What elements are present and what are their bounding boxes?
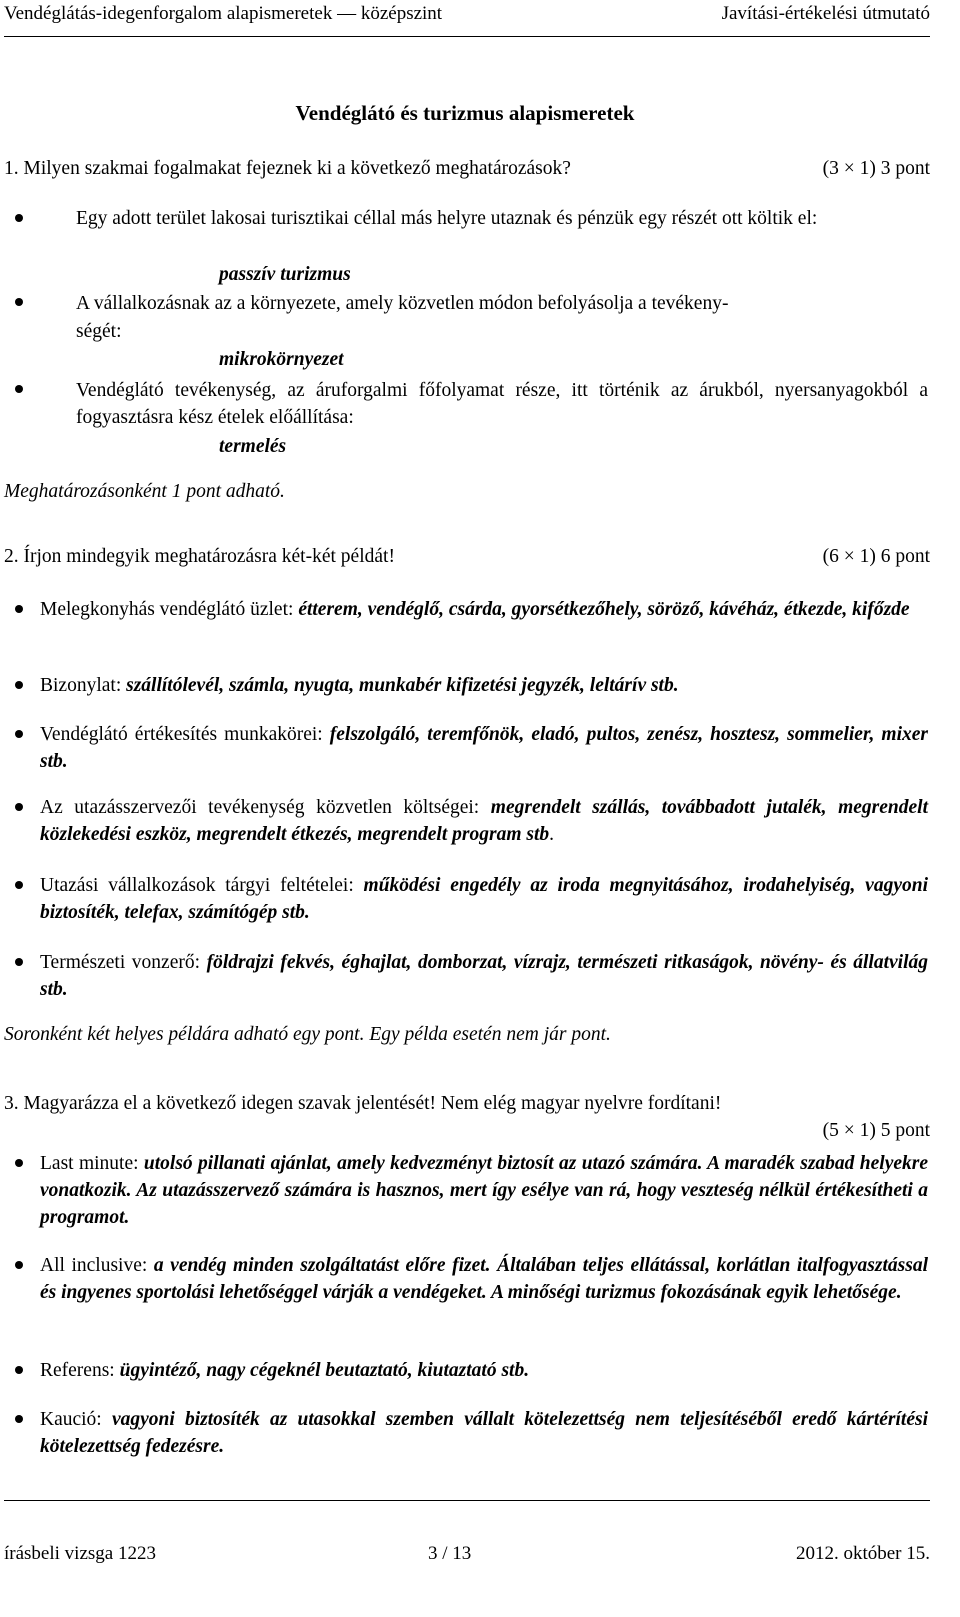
q2-item-4-answer: megrendelt szállás, továbbadott jutalék, megrendelt közlekedési eszköz, megrendelt étkezés, megrendelt program stb bbox=[40, 797, 929, 845]
header-right: Javítási-értékelési útmutató bbox=[721, 3, 930, 24]
section-title: Vendéglátó és turizmus alapismeretek bbox=[295, 101, 635, 125]
q2-item-2-label: Bizonylat: bbox=[40, 675, 127, 696]
bullet bbox=[15, 1415, 23, 1423]
q2-item-4-label: Az utazásszervezői tevékenység közvetlen költségei: bbox=[40, 797, 491, 818]
q3-item-4 bbox=[40, 1406, 928, 1460]
page-number: 3 / 13 bbox=[428, 1543, 472, 1564]
q2-note: Soronként két helyes példára adható egy pont. Egy példa esetén nem jár pont. bbox=[4, 1024, 611, 1045]
bullet bbox=[15, 681, 23, 689]
bullet bbox=[15, 1366, 23, 1374]
q1-note: Meghatározásonként 1 pont adható. bbox=[4, 481, 285, 502]
q2-item-5 bbox=[40, 872, 928, 926]
q3-item-3 bbox=[40, 1357, 928, 1384]
header-left: Vendéglátás-idegenforgalom alapismeretek — középszint bbox=[4, 3, 443, 24]
q3-item-2-answer: a vendég minden szolgáltatást előre fizet. Általában teljes ellátással, korlátlan italfogyasztással és ingyenes sportolási lehetőséggel várják a vendégeket. A minőségi turizmus fokozásának egyik lehetősége. bbox=[40, 1255, 928, 1303]
q2-item-6 bbox=[40, 949, 928, 1003]
q2-item-3 bbox=[40, 721, 928, 775]
bullet bbox=[15, 605, 23, 613]
bullet bbox=[15, 385, 23, 393]
q2-item-2 bbox=[40, 672, 928, 699]
bullet bbox=[15, 1261, 23, 1269]
bullet bbox=[15, 881, 23, 889]
q3-item-1-label: Last minute: bbox=[40, 1153, 144, 1174]
q3-item-1-answer: utolsó pillanati ajánlat, amely kedvezményt biztosít az utazó számára. A maradék szabad helyekre vonatkozik. Az utazásszervező számára is hasznos, mert így esélye van rá, hogy veszteség nélkül értékesítheti a programot. bbox=[40, 1153, 928, 1228]
footer-rule bbox=[4, 1500, 930, 1501]
q2-item-5-answer: működési engedély az iroda megnyitásához, irodahelyiség, vagyoni biztosíték, telefax, számítógép stb. bbox=[40, 875, 928, 923]
bullet bbox=[15, 298, 23, 306]
q2-item-1 bbox=[40, 596, 928, 623]
q2-item-1-label: Melegkonyhás vendéglátó üzlet: bbox=[40, 599, 299, 620]
bullet bbox=[15, 730, 23, 738]
question-1: 1. Milyen szakmai fogalmakat fejeznek ki a következő meghatározások? bbox=[4, 158, 571, 179]
q1-item-2-answer: mikrokörnyezet bbox=[219, 349, 344, 370]
q2-item-1-answer: étterem, vendéglő, csárda, gyorsétkezőhely, söröző, kávéház, étkezde, kifőzde bbox=[298, 599, 910, 620]
q3-item-1 bbox=[40, 1150, 928, 1231]
q1-item-3-answer: termelés bbox=[219, 436, 287, 457]
bullet bbox=[15, 958, 23, 966]
q3-item-2 bbox=[40, 1252, 928, 1306]
question-3: 3. Magyarázza el a következő idegen szavak jelentését! Nem elég magyar nyelvre fordítani! bbox=[4, 1093, 722, 1114]
q1-item-1 bbox=[76, 205, 928, 232]
q2-item-6-label: Természeti vonzerő: bbox=[40, 952, 207, 973]
question-2-points: (6 × 1) 6 pont bbox=[822, 546, 930, 567]
q2-item-5-label: Utazási vállalkozások tárgyi feltételei: bbox=[40, 875, 364, 896]
page-header bbox=[0, 0, 930, 30]
q2-item-4-tail: . bbox=[549, 824, 554, 845]
q2-item-3-label: Vendéglátó értékesítés munkakörei: bbox=[40, 724, 330, 745]
q2-item-2-answer: szállítólevél, számla, nyugta, munkabér kifizetési jegyzék, leltárív stb. bbox=[126, 675, 679, 696]
q2-item-3-answer: felszolgáló, teremfőnök, eladó, pultos, zenész, hosztesz, sommelier, mixer stb. bbox=[40, 724, 928, 772]
footer-left: írásbeli vizsga 1223 bbox=[4, 1543, 156, 1564]
q3-item-2-label: All inclusive: bbox=[40, 1255, 154, 1276]
bullet bbox=[15, 1159, 23, 1167]
q1-item-2-line1: A vállalkozásnak az a környezete, amely közvetlen módon befolyásolja a tevékeny- bbox=[76, 293, 729, 314]
q2-item-6-answer: földrajzi fekvés, éghajlat, domborzat, vízrajz, természeti ritkaságok, növény- és állatvilág stb. bbox=[40, 952, 928, 1000]
q1-item-2-line2: ségét: bbox=[76, 321, 122, 342]
question-3-points: (5 × 1) 5 pont bbox=[822, 1120, 930, 1141]
question-1-points: (3 × 1) 3 pont bbox=[822, 158, 930, 179]
q3-item-3-label: Referens: bbox=[40, 1360, 120, 1381]
q1-item-3-text: Vendéglátó tevékenység, az áruforgalmi főfolyamat része, itt történik az árukból, nyersanyagokból a fogyasztásra kész ételek előállítása: bbox=[76, 380, 928, 428]
q1-item-1-answer: passzív turizmus bbox=[219, 264, 351, 285]
bullet bbox=[15, 214, 23, 222]
bullet bbox=[15, 803, 23, 811]
question-2: 2. Írjon mindegyik meghatározásra két-két példát! bbox=[4, 546, 395, 567]
footer-date: 2012. október 15. bbox=[795, 1543, 930, 1564]
q3-item-3-answer: ügyintéző, nagy cégeknél beutaztató, kiutaztató stb. bbox=[119, 1360, 530, 1381]
q1-item-1-text: Egy adott terület lakosai turisztikai céllal más helyre utaznak és pénzük egy részét ott költik el: bbox=[76, 208, 818, 229]
q3-item-4-label: Kaució: bbox=[40, 1409, 112, 1430]
header-rule bbox=[4, 36, 930, 37]
q3-item-4-answer: vagyoni biztosíték az utasokkal szemben vállalt kötelezettség nem teljesítéséből eredő kártérítési kötelezettség fedezésre. bbox=[40, 1409, 928, 1457]
q2-item-4 bbox=[40, 794, 928, 848]
